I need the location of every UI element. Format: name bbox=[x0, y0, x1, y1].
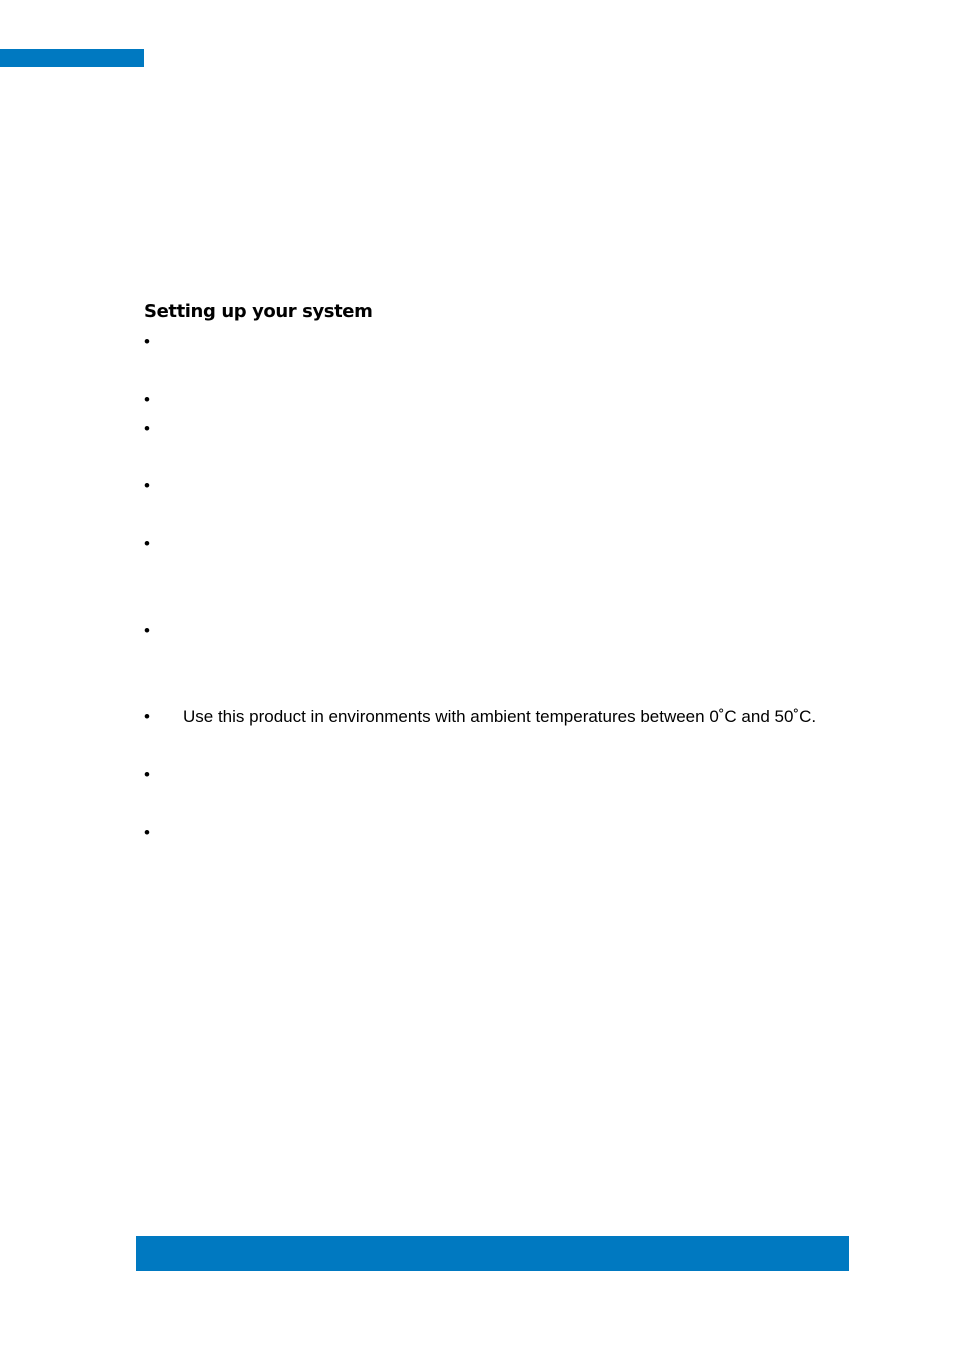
section-heading: Setting up your system bbox=[144, 301, 373, 322]
bullet-marker: • bbox=[144, 476, 150, 495]
bullet-marker: • bbox=[144, 765, 150, 784]
bullet-marker: • bbox=[144, 621, 150, 640]
temperature-guideline-text: Use this product in environments with ambient temperatures between 0˚C and 50˚C. bbox=[183, 707, 817, 726]
bullet-marker: • bbox=[144, 823, 150, 842]
header-accent-bar bbox=[0, 49, 144, 67]
footer-accent-bar bbox=[136, 1236, 849, 1271]
bullet-marker: • bbox=[144, 390, 150, 409]
bullet-marker: • bbox=[144, 419, 150, 438]
bullet-marker: • bbox=[144, 534, 150, 553]
bullet-marker: • bbox=[144, 707, 150, 726]
bullet-marker: • bbox=[144, 332, 150, 351]
